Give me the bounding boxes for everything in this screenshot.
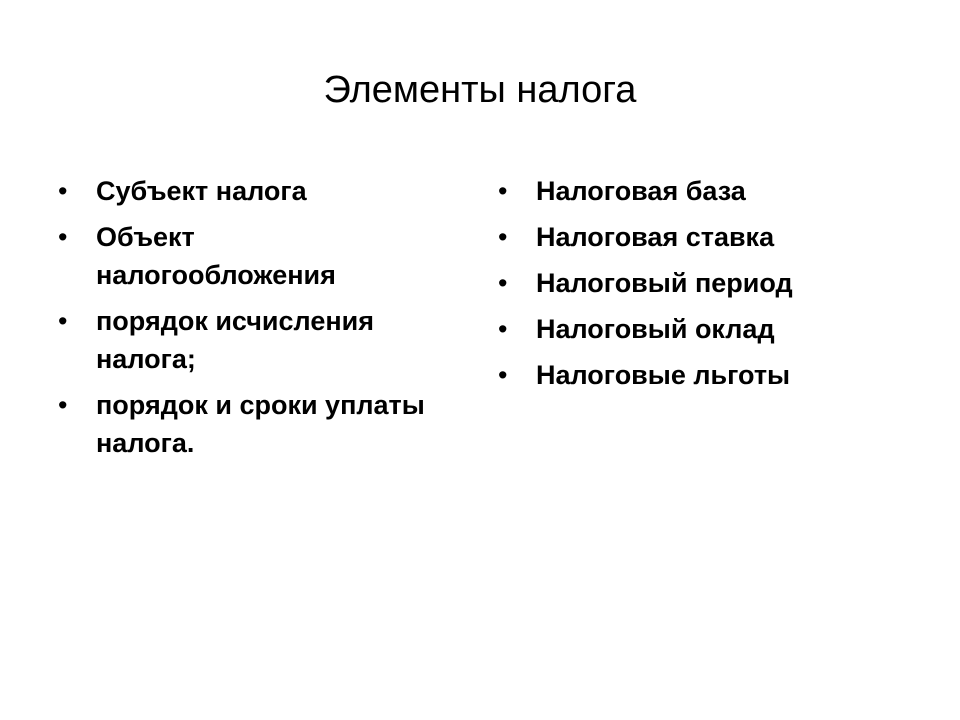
list-item-text: порядок исчисления налога; — [96, 306, 375, 374]
list-item — [498, 356, 918, 394]
list-item-text: Объект налогообложения — [96, 222, 336, 290]
list-item — [498, 172, 918, 210]
list-item — [498, 264, 918, 302]
bullet-icon: • — [498, 222, 508, 252]
list-item — [498, 310, 918, 348]
bullet-icon: • — [498, 360, 508, 390]
list-item — [58, 386, 438, 462]
list-item — [58, 302, 438, 378]
bullet-icon: • — [498, 314, 508, 344]
bullet-icon: • — [58, 390, 68, 420]
list-item — [58, 218, 438, 294]
list-item — [498, 218, 918, 256]
bullet-icon: • — [498, 176, 508, 206]
bullet-icon: • — [58, 222, 68, 252]
list-item-text: Налоговая ставка — [536, 222, 775, 252]
list-item-text: Субъект налога — [96, 176, 307, 206]
left-bullet-list — [58, 172, 438, 470]
bullet-icon: • — [58, 306, 68, 336]
bullet-icon: • — [498, 268, 508, 298]
list-item-text: Налоговые льготы — [536, 360, 791, 390]
list-item — [58, 172, 438, 210]
slide-title: Элементы налога — [323, 69, 637, 111]
right-bullet-list — [498, 172, 918, 402]
list-item-text: Налоговый период — [536, 268, 793, 298]
list-item-text: Налоговая база — [536, 176, 746, 206]
bullet-icon: • — [58, 176, 68, 206]
list-item-text: Налоговый оклад — [536, 314, 775, 344]
list-item-text: порядок и сроки уплаты налога. — [96, 390, 425, 458]
